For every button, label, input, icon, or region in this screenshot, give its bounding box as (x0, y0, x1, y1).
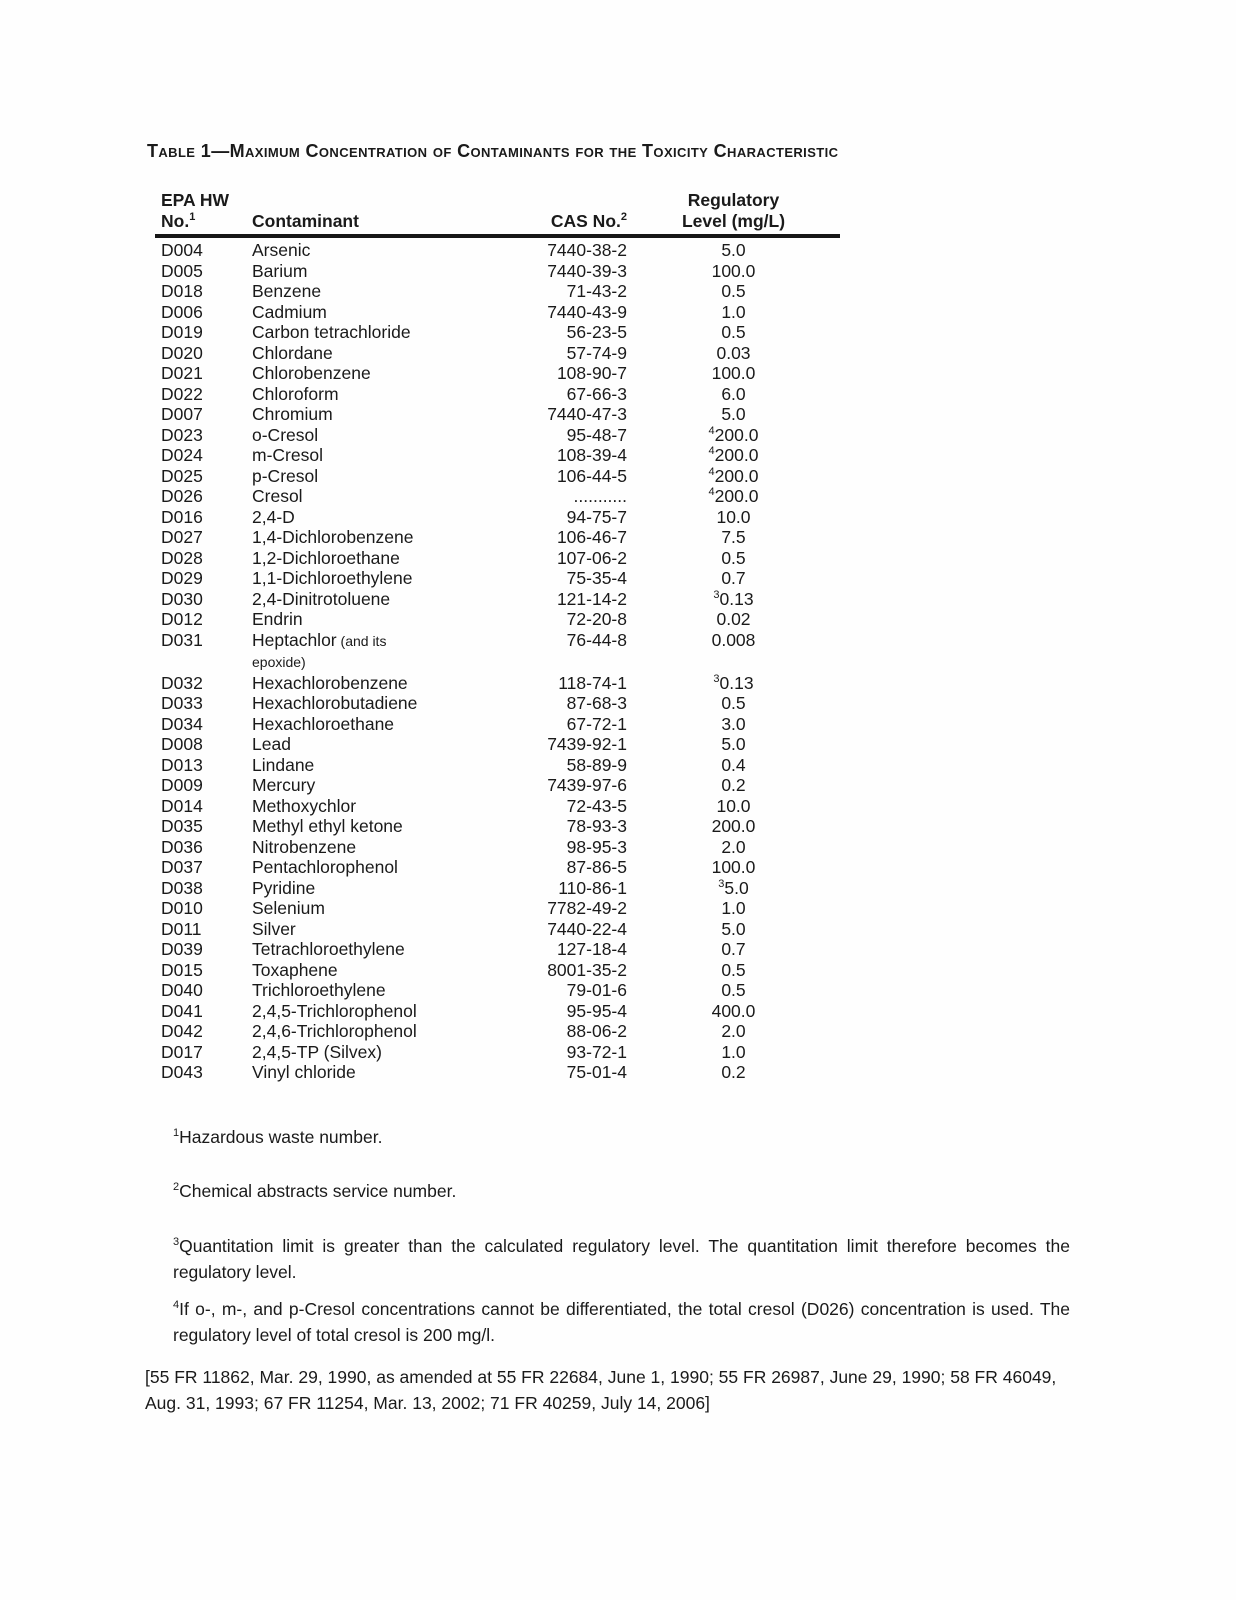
epa-hw-no-cell: D032 (161, 672, 203, 693)
regulatory-level-cell: 0.7 (721, 568, 746, 588)
table-row (155, 714, 840, 735)
regulatory-level-cell: 0.7 (721, 939, 746, 959)
regulatory-level-cell: 100.0 (711, 857, 756, 877)
table-row (155, 466, 840, 487)
regulatory-level-cell: 2.0 (721, 1021, 746, 1041)
footnote-text: Quantitation limit is greater than the calculated regulatory level. The quantitation limit therefore becomes the regulatory level. (173, 1236, 1070, 1282)
contaminant-cell: p-Cresol (252, 465, 319, 486)
regulatory-level-cell: $^3$0.13 (713, 588, 754, 609)
epa-hw-no-cell: D024 (161, 445, 203, 465)
epa-hw-no-cell: D021 (161, 363, 203, 383)
table-header-row (155, 190, 840, 234)
table-row (155, 1042, 840, 1063)
contaminant-cell: Hexachlorobenzene (252, 672, 408, 693)
regulatory-level-cell: 7.5 (721, 527, 746, 547)
footnote-marker: 3 (173, 1236, 180, 1249)
epa-hw-no-cell: D010 (161, 898, 203, 918)
footnote-marker: 3 (713, 588, 720, 601)
contaminant-cell: Pyridine (252, 877, 316, 898)
table-row (155, 302, 840, 323)
cas-no-cell: 94-75-7 (566, 506, 627, 527)
epa-hw-no-cell: D008 (161, 734, 203, 754)
regulatory-level-cell: $^4$200.0 (708, 486, 759, 506)
cas-no-cell: 106-44-5 (556, 465, 627, 486)
epa-hw-no-cell: D041 (161, 1000, 203, 1021)
contaminant-cell: Trichloroethylene (252, 980, 386, 1000)
table-row (155, 589, 840, 610)
epa-hw-no-cell: D014 (161, 795, 203, 816)
epa-hw-no-cell: D017 (161, 1041, 203, 1062)
regulatory-level-cell: 0.5 (721, 547, 746, 568)
regulatory-level-cell: 0.5 (721, 693, 746, 713)
regulatory-level-cell: $^3$5.0 (718, 877, 749, 898)
contaminant-cell: 2,4,5-Trichlorophenol (252, 1000, 417, 1021)
cas-no-cell: ........... (573, 486, 627, 506)
regulatory-level-cell: 0.5 (721, 959, 746, 980)
regulatory-level-cell: 2.0 (721, 836, 746, 857)
header-contaminant: Contaminant (252, 211, 359, 231)
footnote-marker: 4 (708, 465, 715, 478)
cas-no-cell: 118-74-1 (558, 672, 627, 693)
contaminant-cell: Hexachlorobutadiene (252, 693, 418, 713)
regulatory-level-cell: 100.0 (711, 363, 756, 383)
contaminant-cell: Chromium (252, 404, 333, 424)
contaminant-cell: Chloroform (252, 383, 339, 404)
epa-hw-no-cell: D029 (161, 568, 203, 588)
contaminant-cell: Carbon tetrachloride (252, 322, 411, 342)
table-row (155, 980, 840, 1001)
footnote-1 (173, 1124, 1070, 1150)
epa-hw-no-cell: D031 (161, 629, 203, 650)
epa-hw-no-cell: D015 (161, 959, 203, 980)
cas-no-cell: 88-06-2 (566, 1021, 627, 1041)
footnote-4 (173, 1296, 1070, 1348)
epa-hw-no-cell: D033 (161, 693, 203, 713)
cas-no-cell: 95-95-4 (566, 1000, 627, 1021)
page-title: Table 1—Maximum Concentration of Contaminants for the Toxicity Characteristic (147, 141, 839, 161)
table-row (155, 507, 840, 528)
epa-hw-no-cell: D012 (161, 609, 203, 629)
regulatory-level-cell: 0.2 (721, 1062, 746, 1082)
epa-hw-no-cell: D005 (161, 260, 203, 281)
contaminant-note: (and its epoxide) (252, 632, 387, 670)
footnote-marker: 1 (173, 1127, 180, 1140)
table-row (155, 898, 840, 919)
epa-hw-no-cell: D016 (161, 506, 203, 527)
cas-no-cell: 71-43-2 (566, 281, 627, 301)
contaminant-cell: 2,4,6-Trichlorophenol (252, 1021, 417, 1041)
cas-no-cell: 75-35-4 (566, 568, 627, 588)
contaminant-cell: Lead (252, 734, 291, 754)
footnote-text: Hazardous waste number. (179, 1127, 383, 1147)
table-row (155, 343, 840, 364)
regulatory-level-cell: 10.0 (716, 506, 751, 527)
cas-no-cell: 87-86-5 (566, 857, 627, 877)
contaminant-cell: Tetrachloroethylene (252, 939, 405, 959)
epa-hw-no-cell: D043 (161, 1062, 203, 1082)
regulatory-level-cell: $^4$200.0 (708, 424, 759, 445)
epa-hw-no-cell: D020 (161, 342, 203, 363)
contaminant-cell: Pentachlorophenol (252, 857, 398, 877)
regulatory-level-cell: 0.03 (716, 342, 751, 363)
regulatory-level-cell: $^4$200.0 (708, 445, 759, 465)
footnote-marker: 3 (713, 672, 720, 685)
cas-no-cell: 107-06-2 (556, 547, 627, 568)
contaminant-cell: 2,4-Dinitrotoluene (252, 588, 391, 609)
regulatory-level-cell: 1.0 (721, 898, 746, 918)
cas-no-cell: 58-89-9 (566, 754, 627, 775)
cas-no-cell: 127-18-4 (556, 939, 627, 959)
epa-hw-no-cell: D004 (161, 240, 203, 260)
regulatory-level-cell: 0.5 (721, 281, 746, 301)
regulatory-level-cell: 200.0 (711, 816, 756, 836)
epa-hw-no-cell: D037 (161, 857, 203, 877)
contaminant-cell: 1,2-Dichloroethane (252, 547, 400, 568)
epa-hw-no-cell: D013 (161, 754, 203, 775)
epa-hw-no-cell: D019 (161, 322, 203, 342)
contaminant-cell: 2,4,5-TP (Silvex) (252, 1041, 382, 1062)
regulatory-level-cell: 3.0 (721, 713, 746, 734)
contaminant-cell: Selenium (252, 898, 325, 918)
epa-hw-no-cell: D030 (161, 588, 203, 609)
regulatory-level-cell: 400.0 (711, 1000, 756, 1021)
table-row (155, 775, 840, 796)
contaminant-cell: Hexachloroethane (252, 713, 395, 734)
contaminant-cell: Barium (252, 260, 308, 281)
contaminant-cell: Endrin (252, 609, 303, 629)
contaminants-table (155, 190, 840, 1083)
epa-hw-no-cell: D023 (161, 424, 203, 445)
contaminant-cell: Methyl ethyl ketone (252, 816, 403, 836)
footnote-text: Chemical abstracts service number. (179, 1181, 457, 1201)
cas-no-cell: 108-90-7 (556, 363, 627, 383)
epa-hw-no-cell: D034 (161, 713, 203, 734)
cas-no-cell: 98-95-3 (566, 836, 627, 857)
epa-hw-no-cell: D007 (161, 404, 203, 424)
epa-hw-no-cell: D009 (161, 775, 203, 795)
cas-no-cell: 7782-49-2 (547, 898, 627, 918)
table-row (155, 609, 840, 630)
epa-hw-no-cell: D036 (161, 836, 203, 857)
table-row (155, 857, 840, 878)
contaminant-cell: Lindane (252, 754, 315, 775)
table-row (155, 796, 840, 817)
cas-no-cell: 72-20-8 (566, 609, 627, 629)
table-row (155, 322, 840, 343)
epa-hw-no-cell: D028 (161, 547, 203, 568)
regulatory-level-cell: 0.4 (721, 754, 746, 775)
epa-hw-no-cell: D035 (161, 816, 203, 836)
contaminant-cell: Chlorobenzene (252, 363, 371, 383)
footnote-2 (173, 1178, 1070, 1204)
cas-no-cell: 67-66-3 (566, 383, 627, 404)
table-row (155, 693, 840, 714)
regulatory-level-cell: 0.5 (721, 980, 746, 1000)
regulatory-level-cell: 0.5 (721, 322, 746, 342)
regulatory-level-cell: 5.0 (721, 918, 746, 939)
contaminant-cell: Heptachlor (and its epoxide) (252, 629, 387, 670)
footnote-marker: 3 (718, 877, 725, 890)
cas-no-cell: 7440-39-3 (547, 260, 627, 281)
epa-hw-no-cell: D025 (161, 465, 203, 486)
table-row (155, 1062, 840, 1083)
table-row (155, 919, 840, 940)
regulatory-level-cell: 0.02 (716, 609, 751, 629)
table-row (155, 837, 840, 858)
contaminant-cell: Toxaphene (252, 959, 338, 980)
cas-no-cell: 7440-43-9 (547, 301, 627, 322)
contaminant-cell: Cadmium (252, 301, 327, 322)
table-row (155, 1001, 840, 1022)
regulatory-level-cell: $^4$200.0 (708, 465, 759, 486)
table-row (155, 878, 840, 899)
cas-no-cell: 7440-22-4 (547, 918, 627, 939)
regulatory-level-cell: 10.0 (716, 795, 751, 816)
table-row (155, 960, 840, 981)
regulatory-level-cell: 5.0 (721, 240, 746, 260)
contaminant-cell: Silver (252, 918, 296, 939)
table-body (155, 238, 840, 1083)
epa-hw-no-cell: D042 (161, 1021, 203, 1041)
cas-no-cell: 56-23-5 (566, 322, 627, 342)
epa-hw-no-cell: D018 (161, 281, 203, 301)
table-row (155, 425, 840, 446)
table-row (155, 404, 840, 425)
contaminant-cell: o-Cresol (252, 424, 319, 445)
regulatory-level-cell: 5.0 (721, 404, 746, 424)
footnote-marker: 4 (173, 1299, 180, 1312)
table-row (155, 281, 840, 302)
footnote-marker: 4 (708, 486, 715, 499)
contaminant-cell: Benzene (252, 281, 322, 301)
contaminant-cell: Vinyl chloride (252, 1062, 356, 1082)
cas-no-cell: 106-46-7 (556, 527, 627, 547)
contaminant-cell: Mercury (252, 775, 316, 795)
table-row (155, 1021, 840, 1042)
contaminant-cell: Cresol (252, 486, 303, 506)
cas-no-cell: 93-72-1 (566, 1041, 627, 1062)
contaminant-cell: Nitrobenzene (252, 836, 357, 857)
regulatory-level-cell: 0.008 (711, 629, 756, 650)
header-cas-no: CAS No.$^2$ (550, 211, 627, 231)
cas-no-cell: 108-39-4 (556, 445, 627, 465)
table-row (155, 939, 840, 960)
regulatory-level-cell: 100.0 (711, 260, 756, 281)
federal-register-citation: [55 FR 11862, Mar. 29, 1990, as amended at 55 FR 22684, June 1, 1990; 55 FR 26987, June 29, 1990; 58 FR 46049, Aug. 31, 1993; 67 FR 11254, Mar. 13, 2002; 71 FR 40259, July 14, 2006] (145, 1367, 1057, 1413)
cas-no-cell: 7440-47-3 (547, 404, 627, 424)
table-row (155, 486, 840, 507)
table-row (155, 548, 840, 569)
regulatory-level-cell: $^3$0.13 (713, 672, 754, 693)
table-row (155, 240, 840, 261)
table-row (155, 445, 840, 466)
cas-no-cell: 87-68-3 (566, 693, 627, 713)
cas-no-cell: 7439-92-1 (547, 734, 627, 754)
cas-no-cell: 75-01-4 (566, 1062, 627, 1082)
footnote-marker: 2 (620, 211, 627, 224)
table-row (155, 363, 840, 384)
contaminant-cell: m-Cresol (252, 445, 323, 465)
cas-no-cell: 121-14-2 (556, 588, 627, 609)
table-row (155, 755, 840, 776)
cas-no-cell: 67-72-1 (566, 713, 627, 734)
header-epa-hw-no: EPA HW No.$^1$ (161, 190, 230, 231)
regulatory-level-cell: 5.0 (721, 734, 746, 754)
footnote-marker: 1 (189, 211, 196, 224)
epa-hw-no-cell: D038 (161, 877, 203, 898)
epa-hw-no-cell: D026 (161, 486, 203, 506)
table-row (155, 384, 840, 405)
epa-hw-no-cell: D011 (161, 918, 202, 939)
contaminant-cell: Methoxychlor (252, 795, 357, 816)
contaminant-cell: 1,1-Dichloroethylene (252, 568, 413, 588)
table-row (155, 673, 840, 694)
cas-no-cell: 7439-97-6 (547, 775, 627, 795)
cas-no-cell: 72-43-5 (566, 795, 627, 816)
contaminant-cell: Chlordane (252, 342, 333, 363)
cas-no-cell: 95-48-7 (566, 424, 627, 445)
table-row (155, 261, 840, 282)
epa-hw-no-cell: D022 (161, 383, 203, 404)
epa-hw-no-cell: D027 (161, 527, 203, 547)
epa-hw-no-cell: D006 (161, 301, 203, 322)
regulatory-level-cell: 6.0 (721, 383, 746, 404)
header-regulatory-level: Regulatory Level (mg/L) (681, 190, 786, 231)
cas-no-cell: 7440-38-2 (547, 240, 627, 260)
regulatory-level-cell: 0.2 (721, 775, 746, 795)
footnote-marker: 2 (173, 1181, 180, 1194)
footnote-marker: 4 (708, 445, 715, 458)
table-row (155, 568, 840, 589)
table-row (155, 816, 840, 837)
contaminant-cell: 2,4-D (252, 506, 295, 527)
table-row (155, 630, 840, 673)
footnote-text: If o-, m-, and p-Cresol concentrations cannot be differentiated, the total cresol (D026) concentration is used. The regulatory level of total cresol is 200 mg/l. (173, 1299, 1070, 1345)
contaminant-cell: 1,4-Dichlorobenzene (252, 527, 414, 547)
epa-hw-no-cell: D039 (161, 939, 203, 959)
regulatory-level-cell: 1.0 (721, 1041, 746, 1062)
cas-no-cell: 79-01-6 (566, 980, 627, 1000)
cas-no-cell: 78-93-3 (566, 816, 627, 836)
table-row (155, 527, 840, 548)
contaminant-cell: Arsenic (252, 240, 311, 260)
cas-no-cell: 8001-35-2 (547, 959, 627, 980)
cas-no-cell: 110-86-1 (558, 877, 627, 898)
table-row (155, 734, 840, 755)
cas-no-cell: 57-74-9 (566, 342, 627, 363)
footnote-marker: 4 (708, 424, 715, 437)
cas-no-cell: 76-44-8 (566, 629, 627, 650)
footnote-3 (173, 1233, 1070, 1285)
epa-hw-no-cell: D040 (161, 980, 203, 1000)
regulatory-level-cell: 1.0 (721, 301, 746, 322)
